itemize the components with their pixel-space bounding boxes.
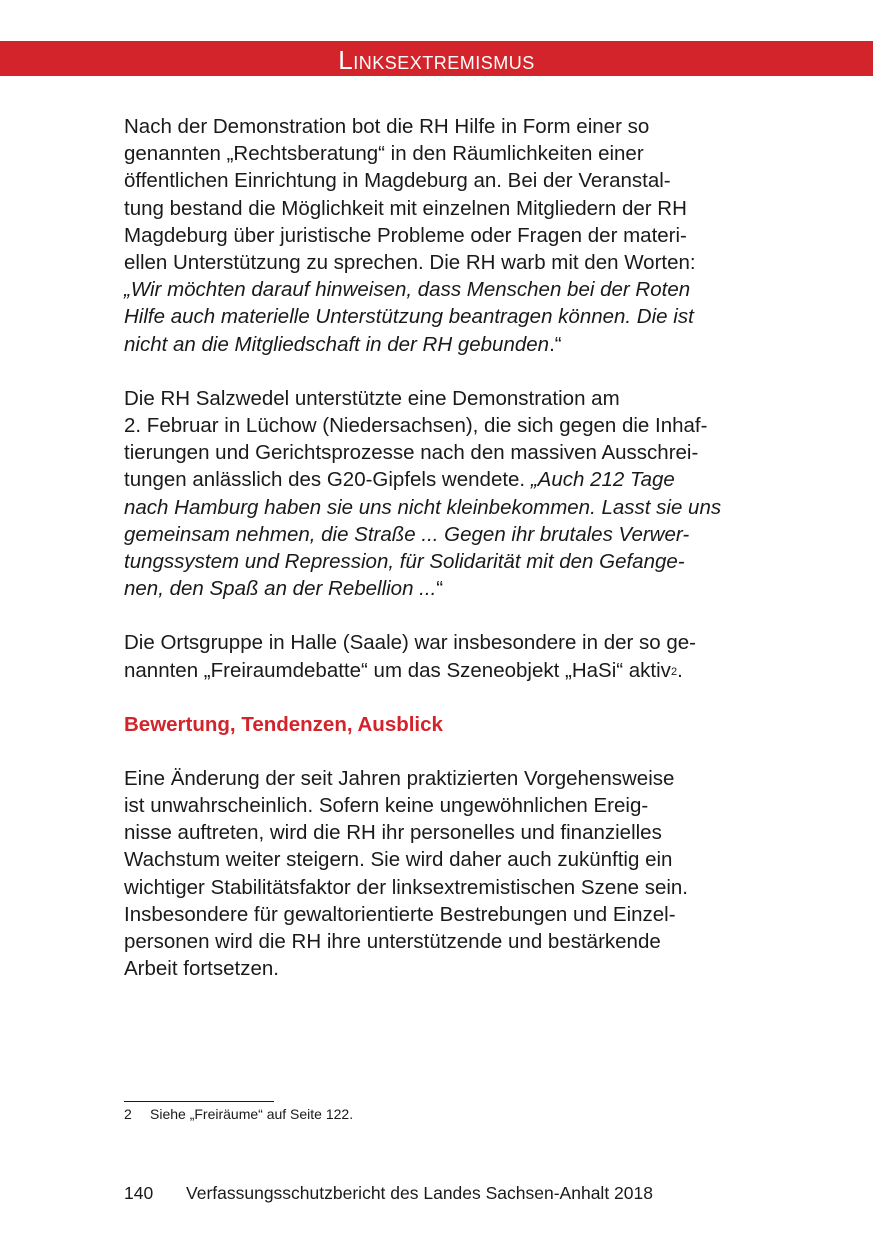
text-line: öffentlichen Einrichtung in Magdeburg an. Bei der Veranstal-	[124, 169, 671, 193]
text-line: nisse auftreten, wird die RH ihr personelles und finanzielles	[124, 821, 662, 845]
quote-line	[124, 548, 764, 575]
paragraph-halle	[124, 629, 764, 683]
quote-end: “	[436, 577, 444, 601]
text-line: personen wird die RH ihre unterstützende und bestärkende	[124, 930, 661, 954]
text-line: genannten „Rechtsberatung“ in den Räumlichkeiten einer	[124, 142, 644, 166]
text-line: Wachstum weiter steigern. Sie wird daher auch zukünftig ein	[124, 848, 673, 872]
text-line: tierungen und Gerichtsprozesse nach den massiven Ausschrei-	[124, 441, 699, 465]
text-line: Die RH Salzwedel unterstützte eine Demonstration am	[124, 386, 620, 410]
page-footer	[124, 1182, 653, 1204]
mixed-line	[124, 466, 764, 493]
quote-line	[124, 303, 764, 330]
quote-text: nicht an die Mitgliedschaft in der RH gebunden	[124, 332, 550, 356]
text-line: 2. Februar in Lüchow (Niedersachsen), die sich gegen die Inhaf-	[124, 414, 708, 438]
text-line: ist unwahrscheinlich. Sofern keine ungewöhnlichen Ereig-	[124, 794, 649, 818]
quote-text: tungssystem und Repression, für Solidarität mit den Gefange-	[124, 550, 685, 574]
quote-end: .“	[549, 332, 562, 356]
quote-line	[124, 575, 764, 602]
section-heading: Bewertung, Tendenzen, Ausblick	[124, 712, 443, 736]
footer-title: Verfassungsschutzbericht des Landes Sachsen-Anhalt 2018	[186, 1183, 653, 1203]
footnote-reference[interactable]: 2	[670, 665, 678, 678]
quote-text: nach Hamburg haben sie uns nicht kleinbekommen. Lasst sie uns	[124, 495, 722, 519]
quote-line	[124, 331, 764, 358]
quote-text: Hilfe auch materielle Unterstützung beantragen können. Die ist	[124, 305, 694, 329]
text-segment: nannten „Freiraumdebatte“ um das Szeneobjekt „HaSi“ aktiv	[124, 658, 671, 682]
paragraph-rechtsberatung	[124, 113, 764, 358]
quote-text: „Wir möchten darauf hinweisen, dass Menschen bei der Roten	[124, 278, 691, 302]
quote-text: „Auch 212 Tage	[530, 468, 675, 492]
quote-text: nen, den Spaß an der Rebellion ...	[124, 577, 437, 601]
text-line: wichtiger Stabilitätsfaktor der linksextremistischen Szene sein.	[124, 875, 688, 899]
paragraph-salzwedel	[124, 385, 764, 603]
footnote	[124, 1105, 353, 1123]
text-line: ellen Unterstützung zu sprechen. Die RH warb mit den Worten:	[124, 251, 696, 275]
quote-line	[124, 494, 764, 521]
quote-line	[124, 276, 764, 303]
section-header-title: Linksextremismus	[338, 45, 535, 75]
text-line: Nach der Demonstration bot die RH Hilfe in Form einer so	[124, 115, 650, 138]
quote-line	[124, 521, 764, 548]
page-number: 140	[124, 1183, 154, 1203]
text-line: Insbesondere für gewaltorientierte Bestrebungen und Einzel-	[124, 902, 676, 926]
main-content	[124, 113, 764, 1009]
text-segment: tungen anlässlich des G20-Gipfels wendete.	[124, 468, 531, 492]
text-line: Eine Änderung der seit Jahren praktizierten Vorgehensweise	[124, 766, 675, 790]
paragraph-assessment	[124, 765, 764, 983]
footnote-number: 2	[124, 1106, 132, 1122]
text-line: Die Ortsgruppe in Halle (Saale) war insbesondere in der so ge-	[124, 631, 697, 655]
footnote-text: Siehe „Freiräume“ auf Seite 122.	[150, 1106, 354, 1122]
sentence-end: .	[677, 658, 683, 682]
quote-text: gemeinsam nehmen, die Straße ... Gegen ihr brutales Verwer-	[124, 522, 690, 546]
text-line	[124, 657, 764, 684]
text-line: Magdeburg über juristische Probleme oder Fragen der materi-	[124, 223, 687, 247]
text-line: Arbeit fortsetzen.	[124, 957, 279, 981]
section-header-bar	[0, 41, 873, 76]
footnote-divider	[124, 1101, 274, 1102]
text-line: tung bestand die Möglichkeit mit einzelnen Mitgliedern der RH	[124, 196, 687, 220]
